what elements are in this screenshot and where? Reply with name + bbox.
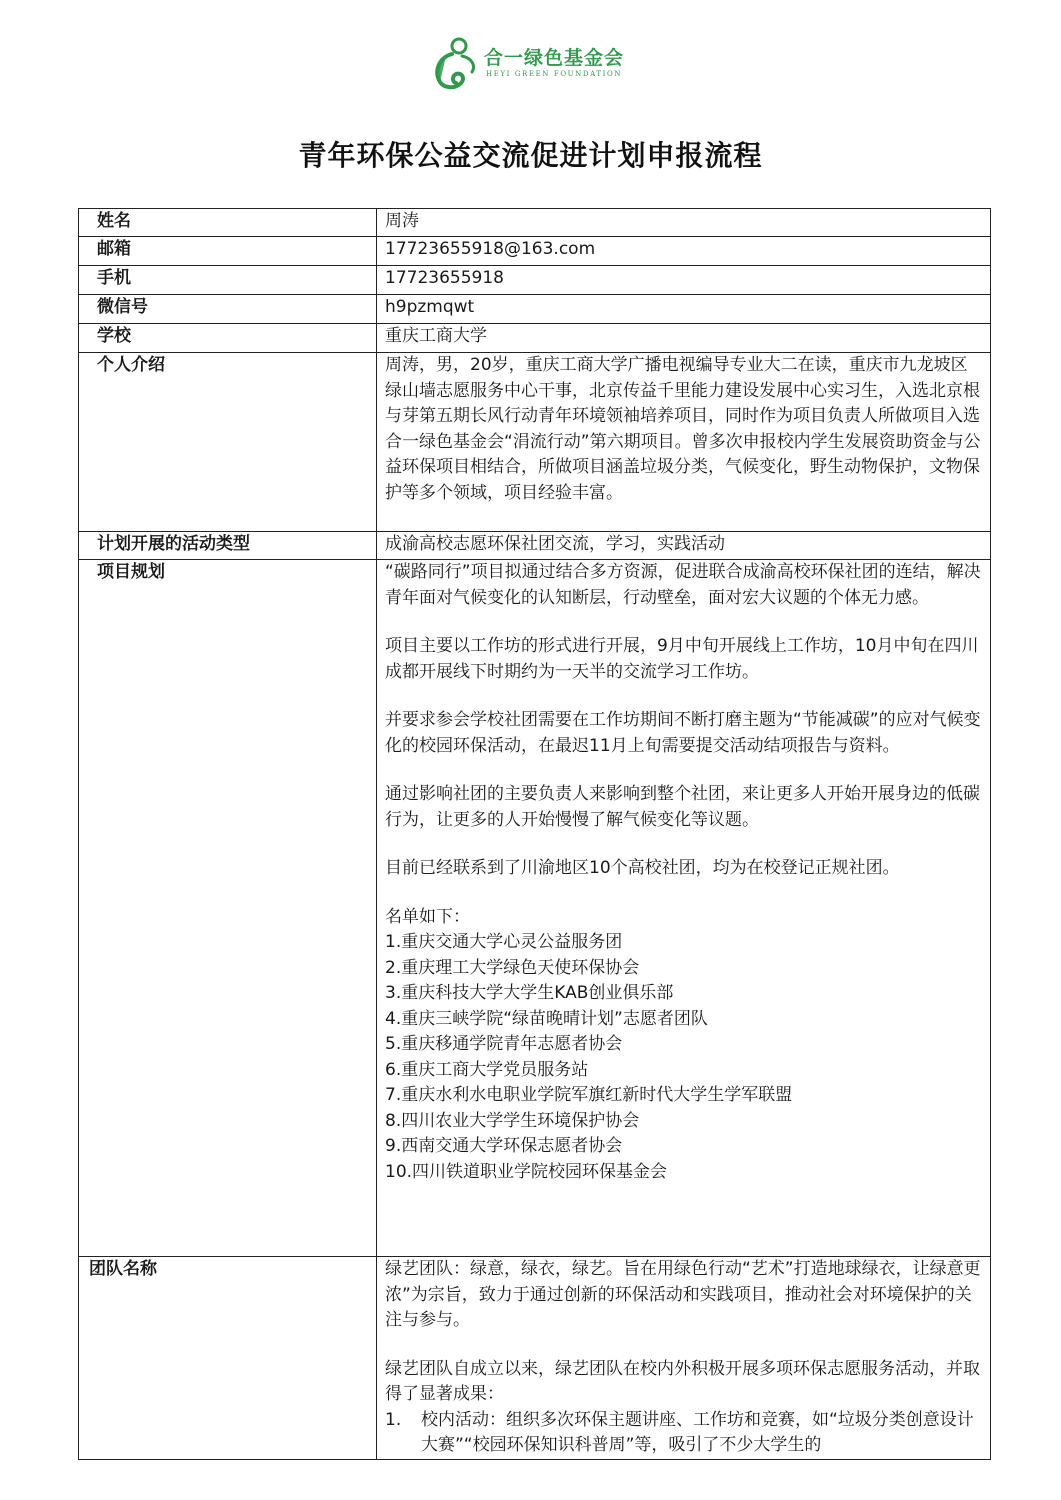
value-school: 重庆工商大学 <box>377 324 991 353</box>
plan-paragraph: 通过影响社团的主要负责人来影响到整个社团，来让更多人开始开展身边的低碳行为，让更多的人开始慢慢了解气候变化等议题。 <box>385 784 980 830</box>
label-wechat: 微信号 <box>79 295 377 324</box>
row-team <box>79 1257 991 1460</box>
row-activity-type <box>79 532 991 560</box>
club-list-item: 4.重庆三峡学院“绿苗晚晴计划”志愿者团队 <box>385 1008 708 1029</box>
item-number: 1. <box>385 1409 402 1430</box>
club-list-item: 3.重庆科技大学大学生KAB创业俱乐部 <box>385 983 674 1003</box>
plan-paragraph: 项目主要以工作坊的形式进行开展，9月中旬开展线上工作坊，10月中旬在四川成都开展线下时期约为一天半的交流学习工作坊。 <box>385 636 979 682</box>
club-list-item: 8.四川农业大学学生环境保护协会 <box>385 1110 640 1131</box>
club-list-item: 5.重庆移通学院青年志愿者协会 <box>385 1034 623 1054</box>
row-wechat <box>79 295 991 324</box>
row-school <box>79 324 991 353</box>
team-achievement-item <box>385 1408 982 1459</box>
team-paragraph: 绿艺团队自成立以来，绿艺团队在校内外积极开展多项环保志愿服务活动，并取得了显著成果： <box>385 1358 980 1404</box>
plan-paragraph: 目前已经联系到了川渝地区10个高校社团，均为在校登记正规社团。 <box>385 858 900 878</box>
value-activity-type: 成渝高校志愿环保社团交流，学习，实践活动 <box>377 532 991 560</box>
value-team <box>377 1257 991 1460</box>
club-list-item: 7.重庆水利水电职业学院军旗红新时代大学生学军联盟 <box>385 1085 793 1105</box>
page-title: 青年环保公益交流促进计划申报流程 <box>298 139 763 172</box>
value-email: 17723655918@163.com <box>377 237 991 266</box>
club-list-item: 10.四川铁道职业学院校园环保基金会 <box>385 1161 668 1182</box>
label-intro: 个人介绍 <box>79 353 377 532</box>
application-form-table <box>78 208 991 1460</box>
row-intro <box>79 353 991 532</box>
value-intro: 周涛，男，20岁，重庆工商大学广播电视编导专业大二在读，重庆市九龙坡区绿山墙志愿服务中心干事，北京传益千里能力建设发展中心实习生，入选北京根与芽第五期长风行动青年环境领袖培养项目，同时作为项目负责人所做项目入选合一绿色基金会“涓流行动”第六期项目。曾多次申报校内学生发展资助资金与公益环保项目相结合，所做项目涵盖垃圾分类，气候变化，野生动物保护，文物保护等多个领域，项目经验丰富。 <box>377 353 991 532</box>
plan-paragraph: “碳路同行”项目拟通过结合多方资源，促进联合成渝高校环保社团的连结，解决青年面对气候变化的认知断层，行动壁垒，面对宏大议题的个体无力感。 <box>385 562 981 608</box>
label-plan: 项目规划 <box>79 560 377 1257</box>
value-wechat: h9pzmqwt <box>377 295 991 324</box>
value-plan <box>377 560 991 1257</box>
team-paragraph: 绿艺团队：绿意，绿衣，绿艺。旨在用绿色行动“艺术”打造地球绿衣，让绿意更浓”为宗旨，致力于通过创新的环保活动和实践项目，推动社会对环境保护的关注与参与。 <box>385 1259 981 1330</box>
label-team: 团队名称 <box>79 1257 377 1460</box>
logo-name-en: HEYI GREEN FOUNDATION <box>486 70 623 78</box>
label-email: 邮箱 <box>79 237 377 266</box>
value-name: 周涛 <box>377 209 991 237</box>
label-phone: 手机 <box>79 266 377 295</box>
plan-paragraph: 并要求参会学校社团需要在工作坊期间不断打磨主题为“节能减碳”的应对气候变化的校园环保活动，在最迟11月上旬需要提交活动结项报告与资料。 <box>385 710 981 756</box>
club-list-item: 6.重庆工商大学党员服务站 <box>385 1059 589 1080</box>
label-school: 学校 <box>79 324 377 353</box>
item-text: 校内活动：组织多次环保主题讲座、工作坊和竞赛，如“垃圾分类创意设计大赛”“校园环保知识科普周”等，吸引了不少大学生的 <box>421 1409 974 1455</box>
logo-name-cn: 合一绿色基金会 <box>484 47 625 69</box>
label-name: 姓名 <box>79 209 377 237</box>
row-email <box>79 237 991 266</box>
leaf-figure-icon <box>432 36 480 90</box>
plan-list-intro: 名单如下： <box>385 906 470 927</box>
club-list-item: 2.重庆理工大学绿色天使环保协会 <box>385 957 640 978</box>
club-list-item: 9.西南交通大学环保志愿者协会 <box>385 1136 623 1156</box>
club-list-item: 1.重庆交通大学心灵公益服务团 <box>385 932 623 952</box>
row-plan <box>79 560 991 1257</box>
row-name <box>79 209 991 237</box>
row-phone <box>79 266 991 295</box>
label-activity-type: 计划开展的活动类型 <box>79 532 377 560</box>
foundation-logo <box>432 36 632 92</box>
value-phone: 17723655918 <box>377 266 991 295</box>
